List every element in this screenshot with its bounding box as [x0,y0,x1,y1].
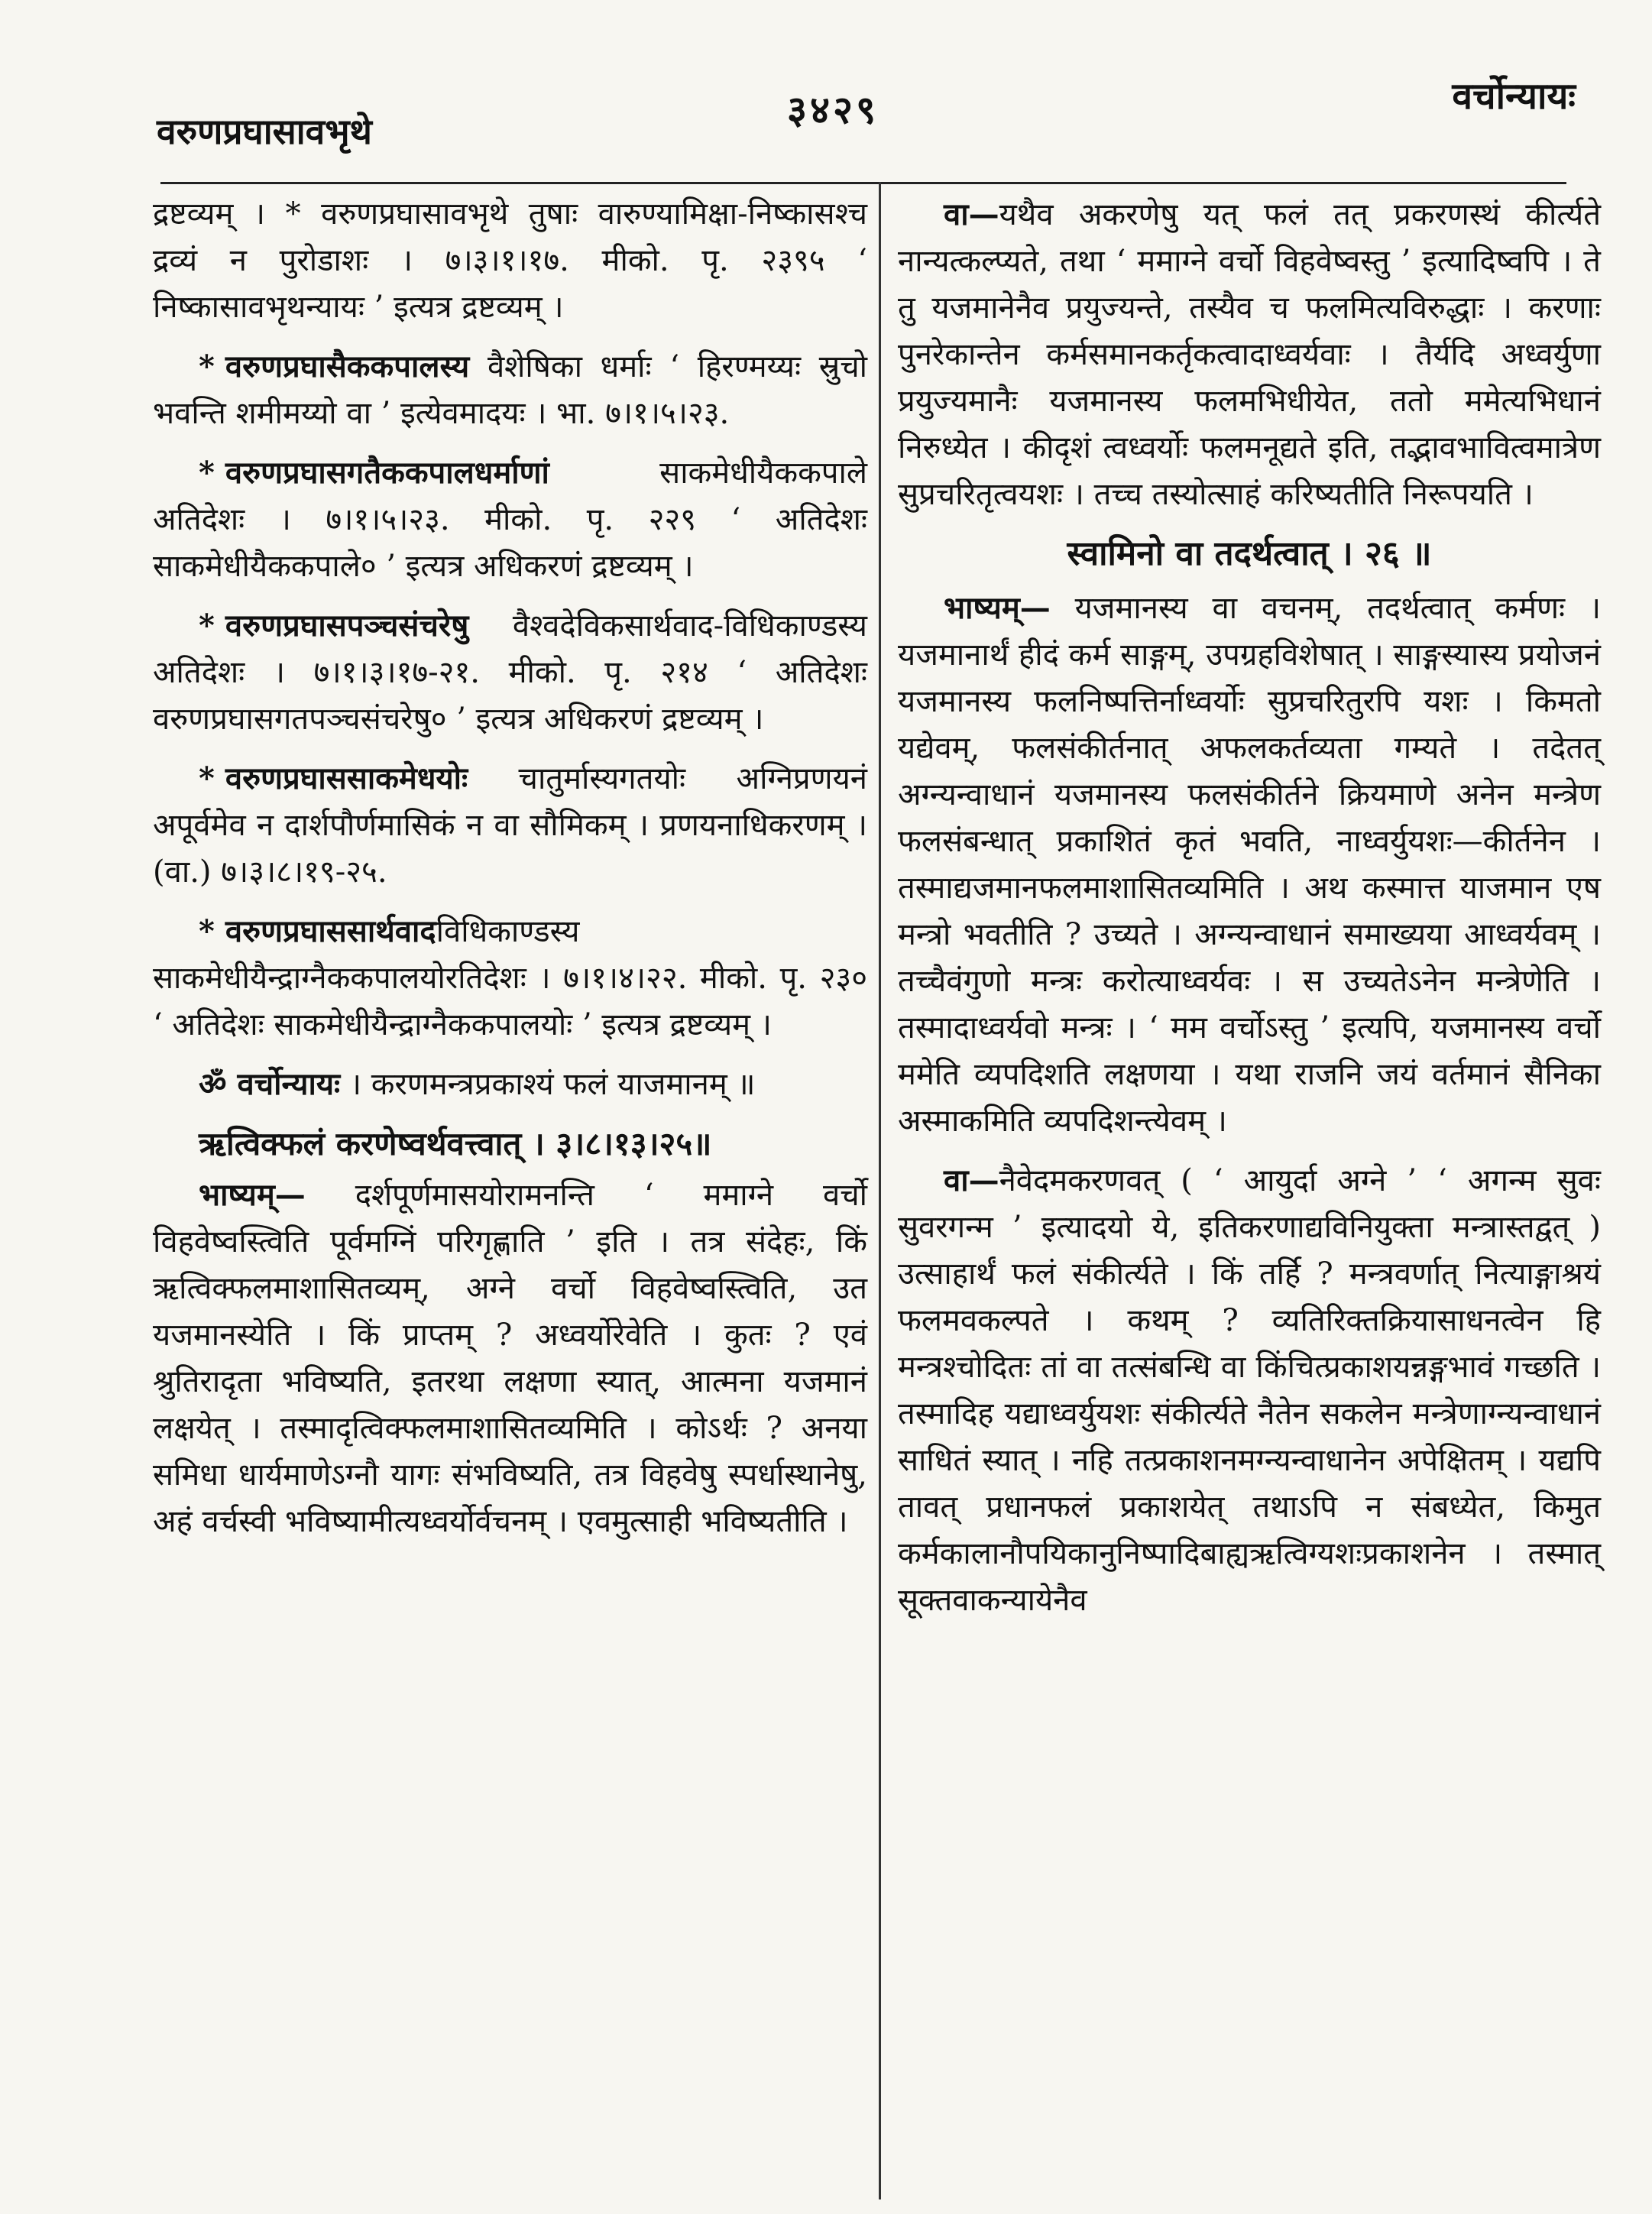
left-column [153,191,867,1558]
vartika-text: नैवेदमकरणवत् ( ‘ आयुर्दा अग्ने ’ ‘ अगन्म सुवः सुवरगन्म ’ इत्यादयो ये, इतिकरणाद्यविनियुक्ता मन्त्रास्तद्वत् ) उत्साहार्थं फलं संकीर्त्यते । किं तर्हि ? मन्त्रवर्णात् नित्याङ्गाश्रयं फलमवकल्पते । कथम् ? व्यतिरिक्तक्रियासाधनत्वेन हि मन्त्रश्चोदितः तां वा तत्संबन्धि वा किंचित्प्रकाशयन्नङ्गभावं गच्छति । तस्मादिह यद्याध्वर्युयशः संकीर्त्यते नैतेन सकलेन मन्त्रेणाग्न्यन्वाधानं साधितं स्यात् । नहि तत्प्रकाशनमग्न्यन्वाधानेन अपेक्षितम् । यद्यपि तावत् प्रधानफलं प्रकाशयेत् तथाऽपि न संबध्येत, किमुत कर्मकालानौपयिकानुनिष्पादिबाह्यऋत्विग्यशःप्रकाशनेन । तस्मात् सूक्तवाकन्यायेनैव [898,1163,1601,1618]
running-head-right: वर्चोन्यायः [1452,75,1576,118]
om-icon: ॐ [199,1066,227,1102]
left-entry-2 [153,343,867,437]
vartika-text: यथैव अकरणेषु यत् फलं तत् प्रकरणस्थं कीर्त्यते नान्यत्कल्प्यते, तथा ‘ ममाग्ने वर्चो विहवेष्वस्तु ’ इत्यादिष्वपि । ते तु यजमानेनैव प्रयुज्यन्ते, तस्यैव च फलमित्यविरुद्धाः । करणाः पुनरेकान्तेन कर्मसमानकर्तृकत्वादाध्वर्यवाः । तैर्यदि अध्वर्युणा प्रयुज्यमानैः यजमानस्य फलमभिधीयेत, ततो ममेत्यभिधानं निरुध्येत । कीदृशं त्वध्वर्योः फलमनूद्यते इति, तद्भावभावित्वमात्रेण सुप्रचरितृत्वयशः । तच्च तस्योत्साहं करिष्यतीति निरूपयति । [898,197,1601,512]
entry-text: साकमेधीयैककपाले अतिदेशः । ७।१।५।२३. मीको. पृ. २२९ ‘ अतिदेशः साकमेधीयैककपाले० ’ इत्यत्र अधिकरणं द्रष्टव्यम् । [153,455,867,584]
asterisk-icon: * [199,913,215,949]
left-entry-7 [153,1061,867,1108]
entry-heading: वर्चोन्यायः [237,1066,341,1102]
entry-heading: वरुणप्रघासगतैककपालधर्माणां [225,455,549,491]
bhashya-paragraph [153,1172,867,1545]
bhashya-paragraph [898,585,1601,1145]
left-paragraph-1: द्रष्टव्यम् । * वरुणप्रघासावभृथे तुषाः वारुण्यामिक्षा-निष्कासश्च द्रव्यं न पुरोडाशः । ७।३।१।१७. मीको. पृ. २३९५ ‘ निष्कासावभृथन्यायः ’ इत्यत्र द्रष्टव्यम् । [153,196,867,325]
asterisk-icon: * [199,608,215,643]
entry-text: चातुर्मास्यगतयोः अग्निप्रणयनं अपूर्वमेव न दार्शपौर्णमासिकं न वा सौमिकम् । प्रणयनाधिकरणम् । (वा.) ७।३।८।१९-२५. [153,761,867,890]
entry-text: । करणमन्त्रप्रकाश्यं फलं याजमानम् ॥ [349,1067,756,1102]
left-entry-4 [153,602,867,743]
column-divider [879,182,881,2199]
sutra-heading: स्वामिनो वा तदर्थत्वात् । २६ ॥ [1067,534,1432,573]
entry-heading: वरुणप्रघाससार्थवाद [225,913,436,949]
vartika-label: वा— [944,1162,999,1198]
bhashya-text: दर्शपूर्णमासयोरामनन्ति ‘ ममाग्ने वर्चो विहवेष्वस्त्विति पूर्वमग्निं परिगृह्णाति ’ इति । तत्र संदेहः, किं ऋत्विक्फलमाशासितव्यम्, अग्ने वर्चो विहवेष्वस्त्विति, उत यजमानस्येति । किं प्राप्तम् ? अध्वर्योरेवेति । कुतः ? एवं श्रुतिरादृता भविष्यति, इतरथा लक्षणा स्यात्, आत्मना यजमानं लक्षयेत् । तस्मादृत्विक्फलमाशासितव्यमिति । कोऽर्थः ? अनया समिधा धार्यमाणेऽग्नौ यागः संभविष्यति, तत्र विहवेषु स्पर्धास्थानेषु, अहं वर्चस्वी भविष्यामीत्यध्वर्योर्वचनम् । एवमुत्साही भविष्यतीति । [153,1178,867,1539]
entry-text: वैशेषिका धर्माः ‘ हिरण्मय्यः स्रुचो भवन्ति शमीमय्यो वा ’ इत्येवमादयः । भा. ७।१।५।२३. [153,349,868,431]
sutra-heading: ऋत्विक्फलं करणेष्वर्थवत्त्वात् । ३।८।१३।२५॥ [199,1125,712,1162]
header-rule [160,182,1566,184]
vartika-paragraph-2 [898,1157,1601,1624]
asterisk-icon: * [199,760,215,796]
running-head-left: वरुणप्रघासावभृथे [157,111,372,152]
left-entry-6 [153,908,867,1049]
bhashya-label: भाष्यम्— [944,590,1051,626]
entry-heading: वरुणप्रघासपञ्चसंचरेषु [225,608,469,643]
bhashya-label: भाष्यम्— [199,1177,306,1213]
bhashya-text: यजमानस्य वा वचनम्, तदर्थत्वात् कर्मणः । यजमानार्थं हीदं कर्म साङ्गम्, उपग्रहविशेषात् । साङ्गस्यास्य प्रयोजनं यजमानस्य फलनिष्पत्तिर्नाध्वर्योः सुप्रचरितुरपि यशः । किमतो यद्येवम्, फलसंकीर्तनात् अफलकर्तव्यता गम्यते । तदेतत् अग्न्यन्वाधानं यजमानस्य फलसंकीर्तने क्रियमाणे अनेन मन्त्रेण फलसंबन्धात् प्रकाशितं कृतं भवति, नाध्वर्युयशः—कीर्तनेन । तस्माद्यजमानफलमाशासितव्यमिति । अथ कस्मात्त याजमान एष मन्त्रो भवतीति ? उच्यते । अग्न्यन्वाधानं समाख्यया आध्वर्यवम् । तच्चैवंगुणो मन्त्रः करोत्याध्वर्यवः । स उच्यतेऽनेन मन्त्रेणेति । तस्मादाध्वर्यवो मन्त्रः । ‘ मम वर्चोऽस्तु ’ इत्यपि, यजमानस्य वर्चो ममेति व्यपदिशति लक्षणया । यथा राजनि जयं वर्तमानं सैनिका अस्माकमिति व्यपदिशन्त्येवम् । [898,591,1601,1139]
asterisk-icon: * [199,455,215,491]
left-entry-5 [153,755,867,896]
right-column [898,191,1601,1636]
page-number: ३४२९ [787,87,879,132]
entry-text: विधिकाण्डस्य साकमेधीयैन्द्राग्नैककपालयोरतिदेशः । ७।१।४।२२. मीको. पृ. २३० ‘ अतिदेशः साकमेधीयैन्द्राग्नैककपालयोः ’ इत्यत्र द्रष्टव्यम् । [153,914,867,1042]
entry-text: वैश्वदेविकसार्थवाद-विधिकाण्डस्य अतिदेशः । ७।१।३।१७-२१. मीको. पृ. २१४ ‘ अतिदेशः वरुणप्रघासगतपञ्चसंचरेषु० ’ इत्यत्र अधिकरणं द्रष्टव्यम् । [153,608,867,737]
asterisk-icon: * [199,348,215,384]
entry-heading: वरुणप्रघाससाकमेधयोः [225,760,468,796]
vartika-paragraph-1 [898,191,1601,518]
left-entry-3 [153,449,867,590]
entry-heading: वरुणप्रघासैककपालस्य [225,348,470,384]
vartika-label: वा— [944,196,999,232]
